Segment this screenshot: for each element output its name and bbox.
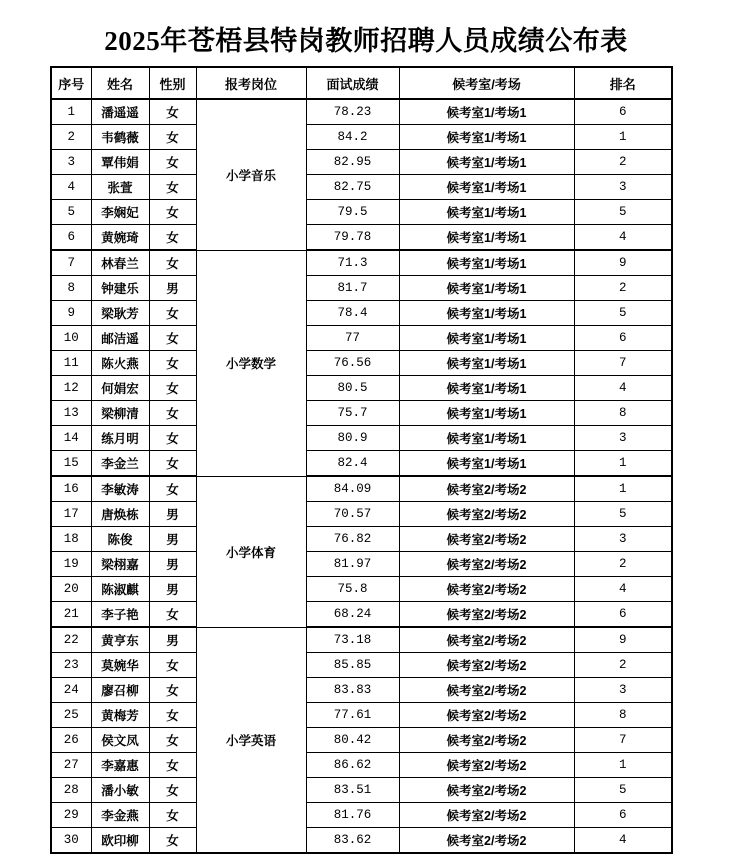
cell-score: 78.4 bbox=[306, 301, 399, 326]
cell-name: 潘遥遥 bbox=[91, 99, 149, 125]
header-no: 序号 bbox=[51, 67, 91, 99]
cell-name: 陈火燕 bbox=[91, 351, 149, 376]
cell-gender: 男 bbox=[149, 276, 196, 301]
cell-gender: 女 bbox=[149, 728, 196, 753]
cell-gender: 女 bbox=[149, 351, 196, 376]
cell-rank: 3 bbox=[574, 527, 672, 552]
cell-position-group: 小学音乐 bbox=[196, 99, 306, 250]
cell-room: 候考室1/考场1 bbox=[399, 376, 574, 401]
cell-no: 25 bbox=[51, 703, 91, 728]
cell-score: 83.83 bbox=[306, 678, 399, 703]
cell-no: 4 bbox=[51, 175, 91, 200]
table-row bbox=[51, 627, 672, 653]
cell-rank: 4 bbox=[574, 376, 672, 401]
cell-rank: 2 bbox=[574, 150, 672, 175]
score-table bbox=[50, 66, 673, 854]
cell-score: 68.24 bbox=[306, 602, 399, 628]
cell-no: 30 bbox=[51, 828, 91, 854]
header-position: 报考岗位 bbox=[196, 67, 306, 99]
cell-gender: 女 bbox=[149, 175, 196, 200]
cell-score: 77.61 bbox=[306, 703, 399, 728]
table-row bbox=[51, 225, 672, 251]
cell-room: 候考室2/考场2 bbox=[399, 703, 574, 728]
cell-gender: 女 bbox=[149, 778, 196, 803]
cell-name: 陈淑麒 bbox=[91, 577, 149, 602]
cell-score: 75.7 bbox=[306, 401, 399, 426]
cell-rank: 2 bbox=[574, 552, 672, 577]
table-row bbox=[51, 401, 672, 426]
cell-no: 6 bbox=[51, 225, 91, 251]
cell-rank: 3 bbox=[574, 175, 672, 200]
cell-score: 82.4 bbox=[306, 451, 399, 477]
table-row bbox=[51, 552, 672, 577]
table-row bbox=[51, 678, 672, 703]
cell-rank: 5 bbox=[574, 502, 672, 527]
table-row bbox=[51, 376, 672, 401]
cell-room: 候考室1/考场1 bbox=[399, 99, 574, 125]
cell-rank: 1 bbox=[574, 476, 672, 502]
cell-rank: 3 bbox=[574, 426, 672, 451]
cell-gender: 女 bbox=[149, 125, 196, 150]
cell-gender: 女 bbox=[149, 426, 196, 451]
cell-no: 2 bbox=[51, 125, 91, 150]
cell-no: 7 bbox=[51, 250, 91, 276]
cell-room: 候考室2/考场2 bbox=[399, 577, 574, 602]
table-row bbox=[51, 326, 672, 351]
table-row bbox=[51, 577, 672, 602]
cell-score: 75.8 bbox=[306, 577, 399, 602]
cell-score: 76.56 bbox=[306, 351, 399, 376]
cell-rank: 1 bbox=[574, 753, 672, 778]
cell-room: 候考室1/考场1 bbox=[399, 401, 574, 426]
cell-name: 侯文凤 bbox=[91, 728, 149, 753]
cell-gender: 男 bbox=[149, 527, 196, 552]
cell-rank: 5 bbox=[574, 200, 672, 225]
cell-gender: 男 bbox=[149, 577, 196, 602]
cell-name: 黄婉琦 bbox=[91, 225, 149, 251]
cell-room: 候考室1/考场1 bbox=[399, 301, 574, 326]
cell-no: 20 bbox=[51, 577, 91, 602]
cell-room: 候考室1/考场1 bbox=[399, 326, 574, 351]
cell-room: 候考室1/考场1 bbox=[399, 451, 574, 477]
table-row bbox=[51, 703, 672, 728]
header-row bbox=[51, 67, 672, 99]
cell-room: 候考室1/考场1 bbox=[399, 276, 574, 301]
cell-score: 81.76 bbox=[306, 803, 399, 828]
cell-rank: 9 bbox=[574, 250, 672, 276]
cell-name: 莫婉华 bbox=[91, 653, 149, 678]
cell-no: 14 bbox=[51, 426, 91, 451]
cell-gender: 男 bbox=[149, 552, 196, 577]
cell-rank: 2 bbox=[574, 653, 672, 678]
cell-gender: 男 bbox=[149, 627, 196, 653]
cell-rank: 8 bbox=[574, 401, 672, 426]
cell-score: 82.95 bbox=[306, 150, 399, 175]
cell-no: 12 bbox=[51, 376, 91, 401]
cell-name: 李金燕 bbox=[91, 803, 149, 828]
cell-score: 83.51 bbox=[306, 778, 399, 803]
cell-rank: 1 bbox=[574, 125, 672, 150]
cell-score: 80.42 bbox=[306, 728, 399, 753]
cell-room: 候考室2/考场2 bbox=[399, 627, 574, 653]
cell-score: 83.62 bbox=[306, 828, 399, 854]
cell-no: 13 bbox=[51, 401, 91, 426]
table-row bbox=[51, 602, 672, 628]
table-row bbox=[51, 728, 672, 753]
cell-rank: 3 bbox=[574, 678, 672, 703]
table-row bbox=[51, 351, 672, 376]
cell-no: 3 bbox=[51, 150, 91, 175]
cell-score: 78.23 bbox=[306, 99, 399, 125]
cell-score: 85.85 bbox=[306, 653, 399, 678]
cell-gender: 女 bbox=[149, 703, 196, 728]
table-row bbox=[51, 200, 672, 225]
table-row bbox=[51, 527, 672, 552]
cell-position-group: 小学数学 bbox=[196, 250, 306, 476]
cell-score: 81.7 bbox=[306, 276, 399, 301]
cell-room: 候考室2/考场2 bbox=[399, 728, 574, 753]
cell-gender: 女 bbox=[149, 653, 196, 678]
cell-position-group: 小学英语 bbox=[196, 627, 306, 853]
table-row bbox=[51, 125, 672, 150]
cell-no: 8 bbox=[51, 276, 91, 301]
cell-gender: 女 bbox=[149, 476, 196, 502]
table-row bbox=[51, 753, 672, 778]
cell-room: 候考室2/考场2 bbox=[399, 552, 574, 577]
cell-gender: 女 bbox=[149, 150, 196, 175]
cell-no: 9 bbox=[51, 301, 91, 326]
cell-no: 15 bbox=[51, 451, 91, 477]
cell-score: 82.75 bbox=[306, 175, 399, 200]
table-row bbox=[51, 276, 672, 301]
cell-score: 80.9 bbox=[306, 426, 399, 451]
cell-no: 17 bbox=[51, 502, 91, 527]
cell-gender: 女 bbox=[149, 753, 196, 778]
cell-room: 候考室2/考场2 bbox=[399, 527, 574, 552]
cell-score: 79.78 bbox=[306, 225, 399, 251]
table-row bbox=[51, 502, 672, 527]
cell-rank: 1 bbox=[574, 451, 672, 477]
cell-name: 李嘉惠 bbox=[91, 753, 149, 778]
cell-gender: 女 bbox=[149, 828, 196, 854]
cell-score: 76.82 bbox=[306, 527, 399, 552]
cell-room: 候考室2/考场2 bbox=[399, 678, 574, 703]
cell-gender: 女 bbox=[149, 401, 196, 426]
cell-rank: 8 bbox=[574, 703, 672, 728]
cell-no: 5 bbox=[51, 200, 91, 225]
cell-name: 林春兰 bbox=[91, 250, 149, 276]
cell-name: 潘小敏 bbox=[91, 778, 149, 803]
cell-room: 候考室1/考场1 bbox=[399, 351, 574, 376]
cell-room: 候考室2/考场2 bbox=[399, 753, 574, 778]
cell-no: 27 bbox=[51, 753, 91, 778]
cell-score: 86.62 bbox=[306, 753, 399, 778]
cell-gender: 女 bbox=[149, 250, 196, 276]
table-row bbox=[51, 828, 672, 854]
cell-name: 廖召柳 bbox=[91, 678, 149, 703]
cell-name: 李金兰 bbox=[91, 451, 149, 477]
table-row bbox=[51, 250, 672, 276]
cell-rank: 4 bbox=[574, 225, 672, 251]
cell-name: 陈俊 bbox=[91, 527, 149, 552]
cell-rank: 6 bbox=[574, 326, 672, 351]
cell-gender: 女 bbox=[149, 803, 196, 828]
cell-no: 26 bbox=[51, 728, 91, 753]
cell-no: 29 bbox=[51, 803, 91, 828]
cell-no: 16 bbox=[51, 476, 91, 502]
cell-name: 唐焕栋 bbox=[91, 502, 149, 527]
cell-score: 71.3 bbox=[306, 250, 399, 276]
cell-gender: 女 bbox=[149, 602, 196, 628]
cell-room: 候考室1/考场1 bbox=[399, 150, 574, 175]
cell-score: 80.5 bbox=[306, 376, 399, 401]
cell-position-group: 小学体育 bbox=[196, 476, 306, 627]
cell-gender: 女 bbox=[149, 301, 196, 326]
cell-score: 81.97 bbox=[306, 552, 399, 577]
cell-room: 候考室1/考场1 bbox=[399, 426, 574, 451]
cell-name: 练月明 bbox=[91, 426, 149, 451]
cell-name: 欧印柳 bbox=[91, 828, 149, 854]
header-gender: 性别 bbox=[149, 67, 196, 99]
cell-rank: 6 bbox=[574, 99, 672, 125]
cell-score: 70.57 bbox=[306, 502, 399, 527]
table-row bbox=[51, 778, 672, 803]
cell-name: 何娟宏 bbox=[91, 376, 149, 401]
cell-gender: 女 bbox=[149, 678, 196, 703]
cell-rank: 2 bbox=[574, 276, 672, 301]
cell-rank: 7 bbox=[574, 351, 672, 376]
cell-name: 梁耿芳 bbox=[91, 301, 149, 326]
cell-score: 84.09 bbox=[306, 476, 399, 502]
cell-room: 候考室2/考场2 bbox=[399, 476, 574, 502]
table-row bbox=[51, 426, 672, 451]
cell-no: 22 bbox=[51, 627, 91, 653]
cell-score: 79.5 bbox=[306, 200, 399, 225]
cell-score: 77 bbox=[306, 326, 399, 351]
cell-name: 张萱 bbox=[91, 175, 149, 200]
table-row bbox=[51, 653, 672, 678]
cell-no: 18 bbox=[51, 527, 91, 552]
cell-no: 1 bbox=[51, 99, 91, 125]
cell-name: 钟建乐 bbox=[91, 276, 149, 301]
table-row bbox=[51, 803, 672, 828]
table-row bbox=[51, 476, 672, 502]
table-row bbox=[51, 150, 672, 175]
cell-score: 84.2 bbox=[306, 125, 399, 150]
cell-room: 候考室1/考场1 bbox=[399, 125, 574, 150]
header-room: 候考室/考场 bbox=[399, 67, 574, 99]
cell-gender: 女 bbox=[149, 225, 196, 251]
table-row bbox=[51, 99, 672, 125]
cell-name: 覃伟娟 bbox=[91, 150, 149, 175]
cell-rank: 4 bbox=[574, 828, 672, 854]
cell-rank: 5 bbox=[574, 301, 672, 326]
cell-no: 11 bbox=[51, 351, 91, 376]
cell-room: 候考室2/考场2 bbox=[399, 828, 574, 854]
cell-room: 候考室1/考场1 bbox=[399, 250, 574, 276]
cell-room: 候考室2/考场2 bbox=[399, 602, 574, 628]
cell-room: 候考室1/考场1 bbox=[399, 225, 574, 251]
cell-no: 10 bbox=[51, 326, 91, 351]
cell-room: 候考室1/考场1 bbox=[399, 175, 574, 200]
cell-rank: 5 bbox=[574, 778, 672, 803]
header-score: 面试成绩 bbox=[306, 67, 399, 99]
cell-no: 24 bbox=[51, 678, 91, 703]
cell-no: 21 bbox=[51, 602, 91, 628]
cell-gender: 女 bbox=[149, 326, 196, 351]
cell-room: 候考室1/考场1 bbox=[399, 200, 574, 225]
cell-rank: 6 bbox=[574, 803, 672, 828]
cell-room: 候考室2/考场2 bbox=[399, 803, 574, 828]
cell-room: 候考室2/考场2 bbox=[399, 778, 574, 803]
cell-gender: 女 bbox=[149, 451, 196, 477]
table-row bbox=[51, 301, 672, 326]
cell-room: 候考室2/考场2 bbox=[399, 653, 574, 678]
cell-no: 19 bbox=[51, 552, 91, 577]
cell-no: 28 bbox=[51, 778, 91, 803]
cell-name: 梁柳清 bbox=[91, 401, 149, 426]
cell-gender: 女 bbox=[149, 200, 196, 225]
cell-name: 李娴妃 bbox=[91, 200, 149, 225]
cell-rank: 4 bbox=[574, 577, 672, 602]
cell-gender: 女 bbox=[149, 376, 196, 401]
cell-name: 李子艳 bbox=[91, 602, 149, 628]
header-rank: 排名 bbox=[574, 67, 672, 99]
table-row bbox=[51, 451, 672, 477]
table-row bbox=[51, 175, 672, 200]
cell-name: 韦鹤薇 bbox=[91, 125, 149, 150]
cell-rank: 6 bbox=[574, 602, 672, 628]
header-name: 姓名 bbox=[91, 67, 149, 99]
cell-score: 73.18 bbox=[306, 627, 399, 653]
cell-name: 黄亨东 bbox=[91, 627, 149, 653]
cell-no: 23 bbox=[51, 653, 91, 678]
cell-rank: 7 bbox=[574, 728, 672, 753]
cell-name: 黄梅芳 bbox=[91, 703, 149, 728]
cell-name: 邮洁遥 bbox=[91, 326, 149, 351]
cell-gender: 女 bbox=[149, 99, 196, 125]
cell-rank: 9 bbox=[574, 627, 672, 653]
cell-name: 梁栩嘉 bbox=[91, 552, 149, 577]
cell-gender: 男 bbox=[149, 502, 196, 527]
cell-room: 候考室2/考场2 bbox=[399, 502, 574, 527]
page-title: 2025年苍梧县特岗教师招聘人员成绩公布表 bbox=[104, 26, 628, 56]
cell-name: 李敏涛 bbox=[91, 476, 149, 502]
